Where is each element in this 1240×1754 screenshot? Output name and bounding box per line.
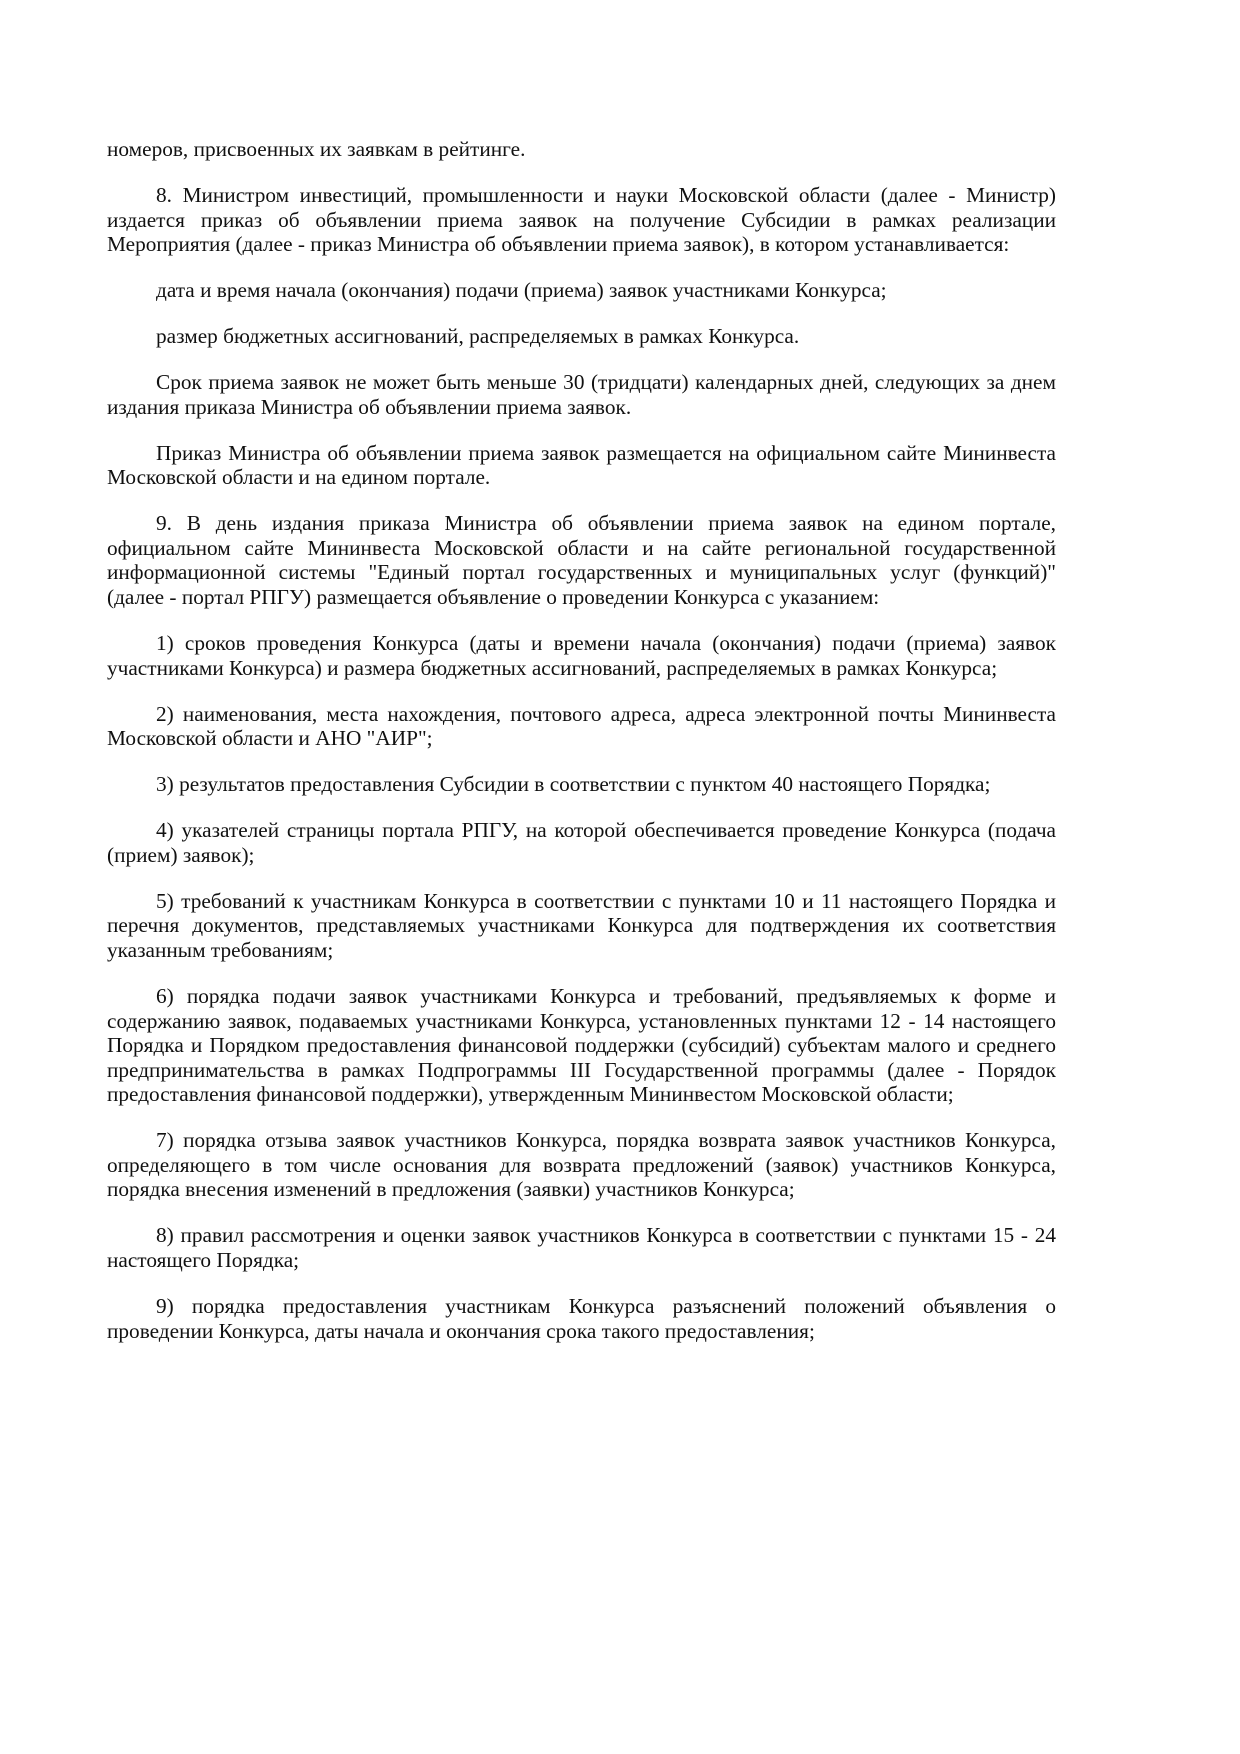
paragraph-date-time: дата и время начала (окончания) подачи (приема) заявок участниками Конкурса; [156, 278, 887, 303]
paragraph-clause-8: 8. Министром инвестиций, промышленности и науки Московской области (далее - Министр) издается приказ об объявлении приема заявок на получение Субсидии в рамках реализации Мероприятия (далее - приказ Министра об объявлении приема заявок), в котором устанавливается: [107, 182, 1056, 257]
list-item-9: 9) порядка предоставления участникам Конкурса разъяснений положений объявления о проведении Конкурса, даты начала и окончания срока такого предоставления; [107, 1294, 1056, 1343]
list-item-8: 8) правил рассмотрения и оценки заявок участников Конкурса в соответствии с пунктами 15 - 24 настоящего Порядка; [107, 1223, 1056, 1273]
list-item-5: 5) требований к участникам Конкурса в соответствии с пунктами 10 и 11 настоящего Порядка и перечня документов, представляемых участниками Конкурса для подтверждения их соответствия указанным требованиям; [107, 888, 1056, 962]
paragraph-budget: размер бюджетных ассигнований, распределяемых в рамках Конкурса. [156, 324, 800, 349]
list-item-4: 4) указателей страницы портала РПГУ, на которой обеспечивается проведение Конкурса (подача (прием) заявок); [107, 818, 1056, 867]
paragraph-publication: Приказ Министра об объявлении приема заявок размещается на официальном сайте Мининвеста Московской области и на едином портале. [107, 440, 1056, 490]
list-item-2: 2) наименования, места нахождения, почтового адреса, адреса электронной почты Мининвеста Московской области и АНО "АИР"; [107, 701, 1056, 751]
paragraph-continuation: номеров, присвоенных их заявкам в рейтинге. [107, 137, 526, 161]
document-page [107, 137, 1056, 1365]
paragraph-clause-9: 9. В день издания приказа Министра об объявлении приема заявок на едином портале, официальном сайте Мининвеста Московской области и на сайте региональной государственной информационной системы "Единый портал государственных и муниципальных услуг (функций)" (далее - портал РПГУ) размещается объявление о проведении Конкурса с указанием: [107, 511, 1056, 610]
paragraph-deadline: Срок приема заявок не может быть меньше 30 (тридцати) календарных дней, следующих за днем издания приказа Министра об объявлении приема заявок. [107, 370, 1056, 419]
list-item-6: 6) порядка подачи заявок участниками Конкурса и требований, предъявляемых к форме и содержанию заявок, подаваемых участниками Конкурса, установленных пунктами 12 - 14 настоящего Порядка и Порядком предоставления финансовой поддержки (субсидий) субъектам малого и среднего предпринимательства в рамках Подпрограммы III Государственной программы (далее - Порядок предоставления финансовой поддержки), утвержденным Мининвестом Московской области; [107, 983, 1056, 1107]
list-item-1: 1) сроков проведения Конкурса (даты и времени начала (окончания) подачи (приема) заявок участниками Конкурса) и размера бюджетных ассигнований, распределяемых в рамках Конкурса; [107, 631, 1056, 680]
list-item-3: 3) результатов предоставления Субсидии в соответствии с пунктом 40 настоящего Порядка; [156, 772, 991, 797]
list-item-7: 7) порядка отзыва заявок участников Конкурса, порядка возврата заявок участников Конкурса, определяющего в том числе основания для возврата предложений (заявок) участников Конкурса, порядка внесения изменений в предложения (заявки) участников Конкурса; [107, 1128, 1056, 1202]
